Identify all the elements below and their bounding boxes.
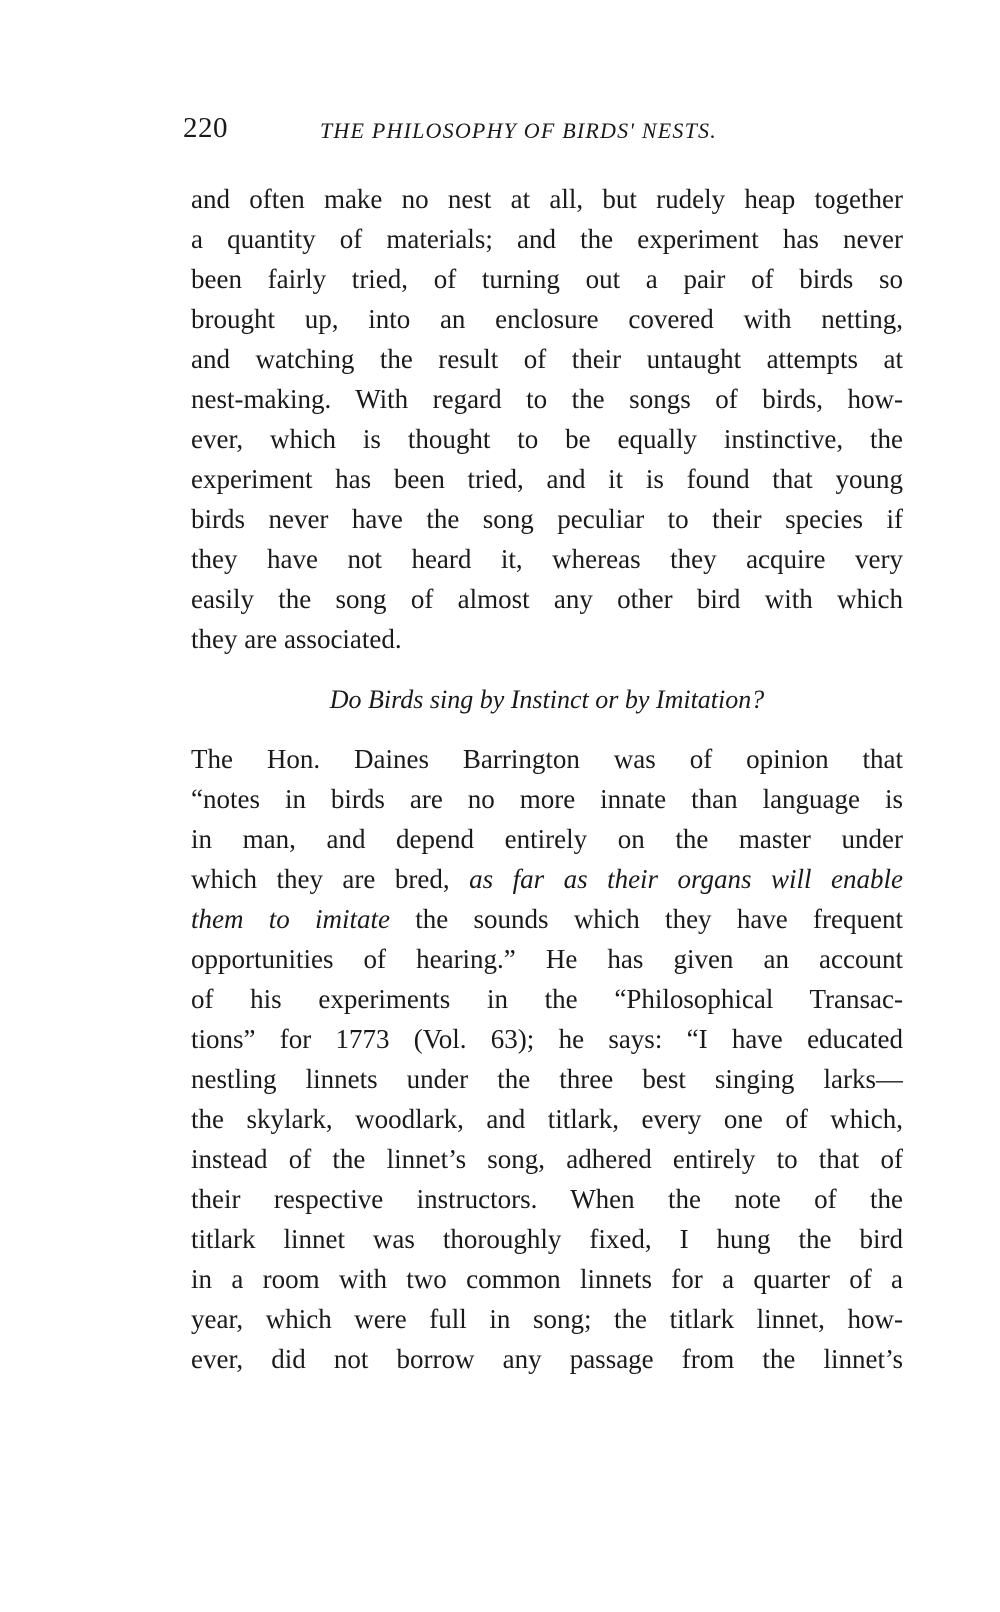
text-line: instead of the linnet’s song, adhered entirely to that of	[191, 1144, 903, 1174]
text-line: and often make no nest at all, but rudely heap together	[191, 184, 903, 214]
page-number: 220	[183, 112, 228, 144]
text-line: in man, and depend entirely on the master under	[191, 824, 903, 854]
text-line: been fairly tried, of turning out a pair of birds so	[191, 264, 903, 294]
text-line: experiment has been tried, and it is found that young	[191, 464, 903, 494]
text-line-mixed	[191, 899, 903, 939]
text-line: nest-making. With regard to the songs of birds, how-	[191, 384, 903, 414]
text-line: in a room with two common linnets for a quarter of a	[191, 1264, 903, 1294]
text-line: year, which were full in song; the titlark linnet, how-	[191, 1304, 903, 1334]
text-line: their respective instructors. When the note of the	[191, 1184, 903, 1214]
text-segment: the sounds which they have frequent	[390, 904, 903, 934]
text-line: easily the song of almost any other bird with which	[191, 584, 903, 614]
text-line: “notes in birds are no more innate than language is	[191, 784, 903, 814]
text-line: of his experiments in the “Philosophical Transac-	[191, 984, 903, 1014]
paragraph-nest-making	[191, 179, 903, 659]
text-line: titlark linnet was thoroughly fixed, I hung the bird	[191, 1224, 903, 1254]
text-line-mixed	[191, 859, 903, 899]
text-line: tions” for 1773 (Vol. 63); he says: “I have educated	[191, 1024, 903, 1054]
text-line: ever, which is thought to be equally instinctive, the	[191, 424, 903, 454]
paragraph-barrington	[191, 739, 903, 1379]
italic-segment: as far as their organs will enable	[469, 864, 903, 894]
text-line: opportunities of hearing.” He has given an account	[191, 944, 903, 974]
text-line: the skylark, woodlark, and titlark, every one of which,	[191, 1104, 903, 1134]
italic-segment: them to imitate	[191, 904, 391, 934]
text-line: and watching the result of their untaught attempts at	[191, 344, 903, 374]
text-segment: which they are bred,	[191, 864, 470, 894]
text-line: The Hon. Daines Barrington was of opinion that	[191, 744, 903, 774]
text-line: birds never have the song peculiar to their species if	[191, 504, 903, 534]
running-title: THE PHILOSOPHY OF BIRDS' NESTS.	[320, 118, 717, 143]
text-line: they have not heard it, whereas they acquire very	[191, 544, 903, 574]
text-line: ever, did not borrow any passage from the linnet’s	[191, 1344, 903, 1374]
text-line: a quantity of materials; and the experiment has never	[191, 224, 903, 254]
text-line: nestling linnets under the three best singing larks—	[191, 1064, 903, 1094]
text-line: brought up, into an enclosure covered with netting,	[191, 304, 903, 334]
text-line: they are associated.	[191, 624, 402, 654]
section-subheading: Do Birds sing by Instinct or by Imitation?	[329, 685, 765, 714]
